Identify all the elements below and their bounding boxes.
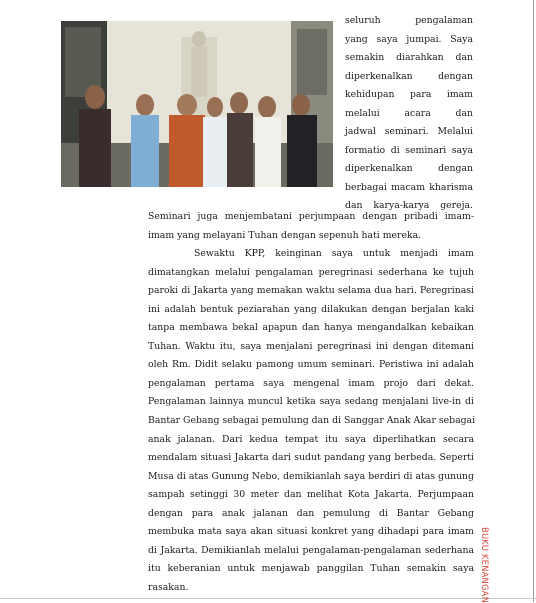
text-line: dengan para anak jalanan dan pemulung di Bantar Gebang [148,507,474,519]
text-line: dimatangkan melalui pengalaman peregrinasi sederhana ke tujuh [148,266,474,278]
text-line: Seminari juga menjembatani perjumpaan dengan pribadi imam- [148,211,474,222]
text-line: paroki di Jakarta yang memakan waktu selama dua hari. Peregrinasi [148,285,474,297]
text-line: semakin diarahkan dan [345,52,473,64]
text-line: dan karya-karya gereja. [345,200,473,212]
book-title-side-label [478,527,490,603]
text-line: formatio di seminari saya [345,144,473,156]
text-line: ini adalah bentuk peziarahan yang dilakukan dengan berjalan kaki [148,303,474,315]
text-line: yang saya jumpai. Saya [345,33,473,45]
text-line: anak jalanan. Dari kedua tempat itu saya diperlihatkan secara [148,433,474,445]
text-line: melalui acara dan [345,107,473,119]
text-line: membuka mata saya akan situasi konkret yang dihadapi para imam [148,526,474,538]
text-line: oleh Rm. Didit selaku pamong umum seminari. Peristiwa ini adalah [148,359,474,371]
text-line: Pengalaman lainnya muncul ketika saya sedang menjalani live-in di [148,396,474,408]
text-line: rasakan. [148,581,189,593]
paragraph-intro-right-column [345,12,473,216]
text-line: mendalam situasi Jakarta dari sudut pandang yang berbeda. Seperti [148,452,474,464]
page-edge-right [533,0,534,602]
text-line: Tuhan. Waktu itu, saya menjalani peregrinasi ini dengan ditemani [148,340,474,352]
paragraph-first-line: Sewaktu KPP, keinginan saya untuk menjadi imam [194,248,474,260]
group-photo [61,21,333,187]
text-line: diperkenalkan dengan [345,70,473,82]
text-line: Musa di atas Gunung Nebo, demikianlah saya berdiri di atas gunung [148,470,474,482]
text-line: tanpa membawa bekal apapun dan hanya mengandalkan kebaikan [148,322,474,334]
body-text [148,208,474,597]
text-line: diperkenalkan dengan [345,163,473,175]
text-line: sampah setinggi 30 meter dan melihat Kota Jakarta. Perjumpaan [148,489,474,501]
page-edge-bottom [0,598,536,599]
side-label-text: BUKU KENANGAN [480,527,490,603]
text-line: pengalaman pertama saya mengenal imam projo dari dekat. [148,377,474,389]
text-line: kehidupan para imam [345,89,473,101]
text-line: itu keberanian untuk menjawab panggilan Tuhan semakin saya [148,563,474,575]
text-line: berbagai macam kharisma [345,181,473,193]
text-line: imam yang melayani Tuhan dengan sepenuh hati mereka. [148,229,422,241]
text-line: di Jakarta. Demikianlah melalui pengalaman-pengalaman sederhana [148,544,474,556]
text-line: jadwal seminari. Melalui [345,126,473,138]
text-line: Bantar Gebang sebagai pemulung dan di Sanggar Anak Akar sebagai [148,415,476,427]
text-line: seluruh pengalaman [345,15,473,26]
